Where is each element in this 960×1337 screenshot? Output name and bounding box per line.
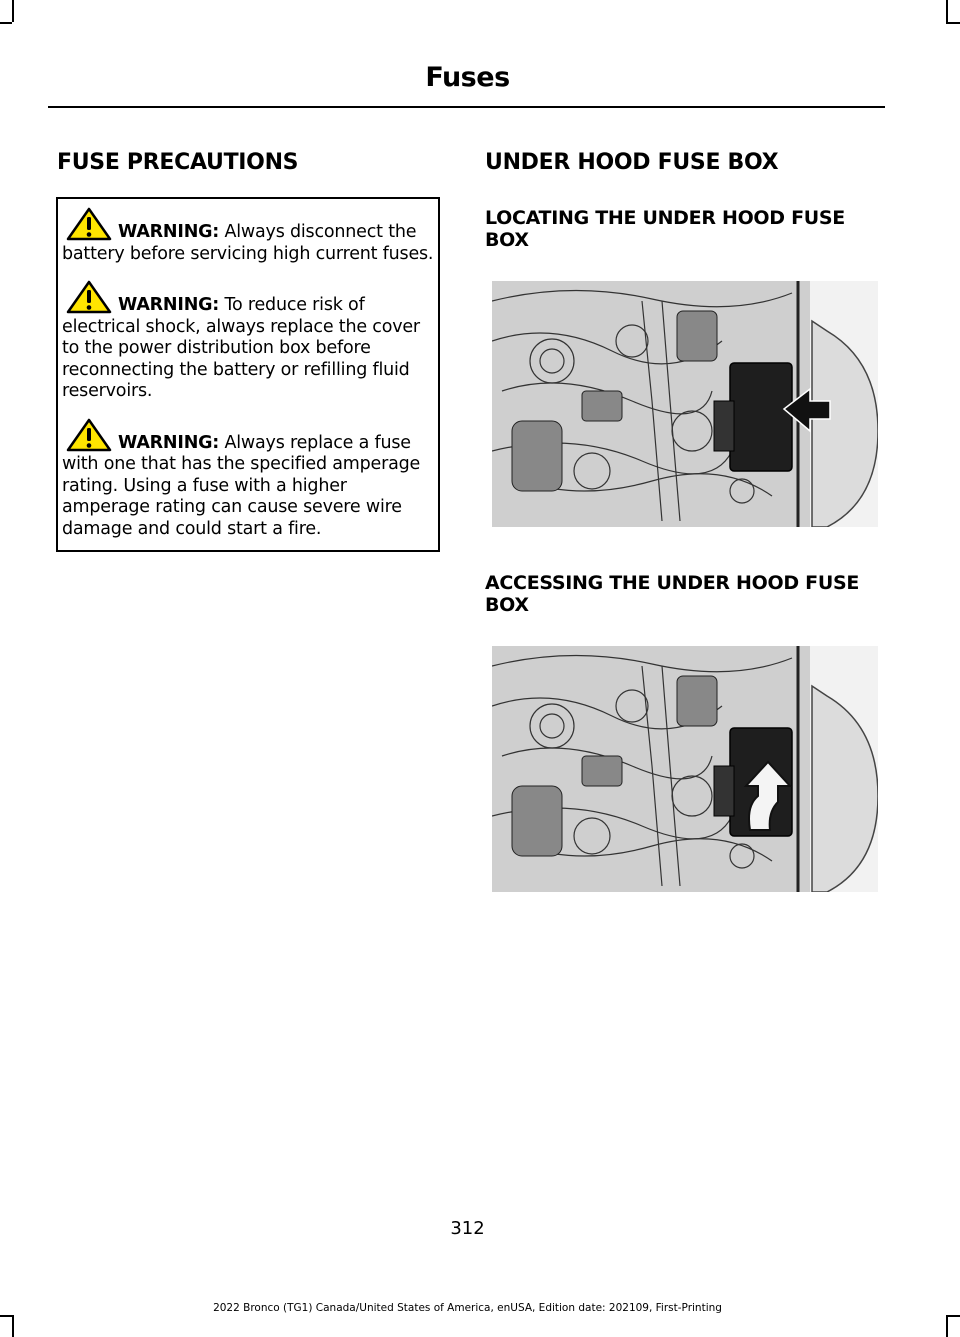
crop-mark	[12, 0, 14, 22]
warning-triangle-icon	[66, 280, 112, 314]
warning-box	[56, 197, 440, 552]
engine-bay-locate-figure	[492, 281, 878, 527]
warning-item	[62, 280, 434, 403]
warning-triangle-icon	[66, 418, 112, 452]
crop-mark	[946, 1315, 948, 1337]
page-number: 312	[450, 1218, 485, 1239]
page-title: Fuses	[425, 62, 510, 93]
under-hood-fuse-box-heading: UNDER HOOD FUSE BOX	[485, 150, 779, 175]
engine-bay-access-figure	[492, 646, 878, 892]
warning-label: WARNING:	[118, 432, 220, 453]
warning-item	[62, 418, 434, 541]
locating-section-title: LOCATING THE UNDER HOOD FUSE BOX	[485, 207, 845, 251]
crop-mark	[12, 1315, 14, 1337]
warning-text: To reduce risk of electrical shock, always replace the cover to the power distribution box before reconnecting the battery or refilling fluid reservoirs.	[62, 295, 420, 401]
crop-mark	[946, 22, 960, 24]
fuse-precautions-heading: FUSE PRECAUTIONS	[57, 150, 299, 175]
header-rule	[48, 106, 885, 108]
warning-text: Always replace a fuse with one that has the specified amperage rating. Using a fuse with a higher amperage rating can cause severe wire damage and could start a fire.	[62, 432, 421, 539]
warning-item	[62, 207, 434, 265]
warning-label: WARNING:	[118, 222, 220, 242]
accessing-section-title: ACCESSING THE UNDER HOOD FUSE BOX	[485, 572, 860, 616]
crop-mark	[946, 0, 948, 22]
warning-text: Always disconnect the battery before servicing high current fuses.	[62, 222, 434, 264]
crop-mark	[946, 1315, 960, 1317]
crop-mark	[0, 22, 12, 24]
page-footer: 2022 Bronco (TG1) Canada/United States of America, enUSA, Edition date: 202109, First-Printing	[213, 1302, 722, 1314]
crop-mark	[0, 1315, 12, 1317]
warning-label: WARNING:	[118, 295, 220, 315]
warning-triangle-icon	[66, 207, 112, 241]
